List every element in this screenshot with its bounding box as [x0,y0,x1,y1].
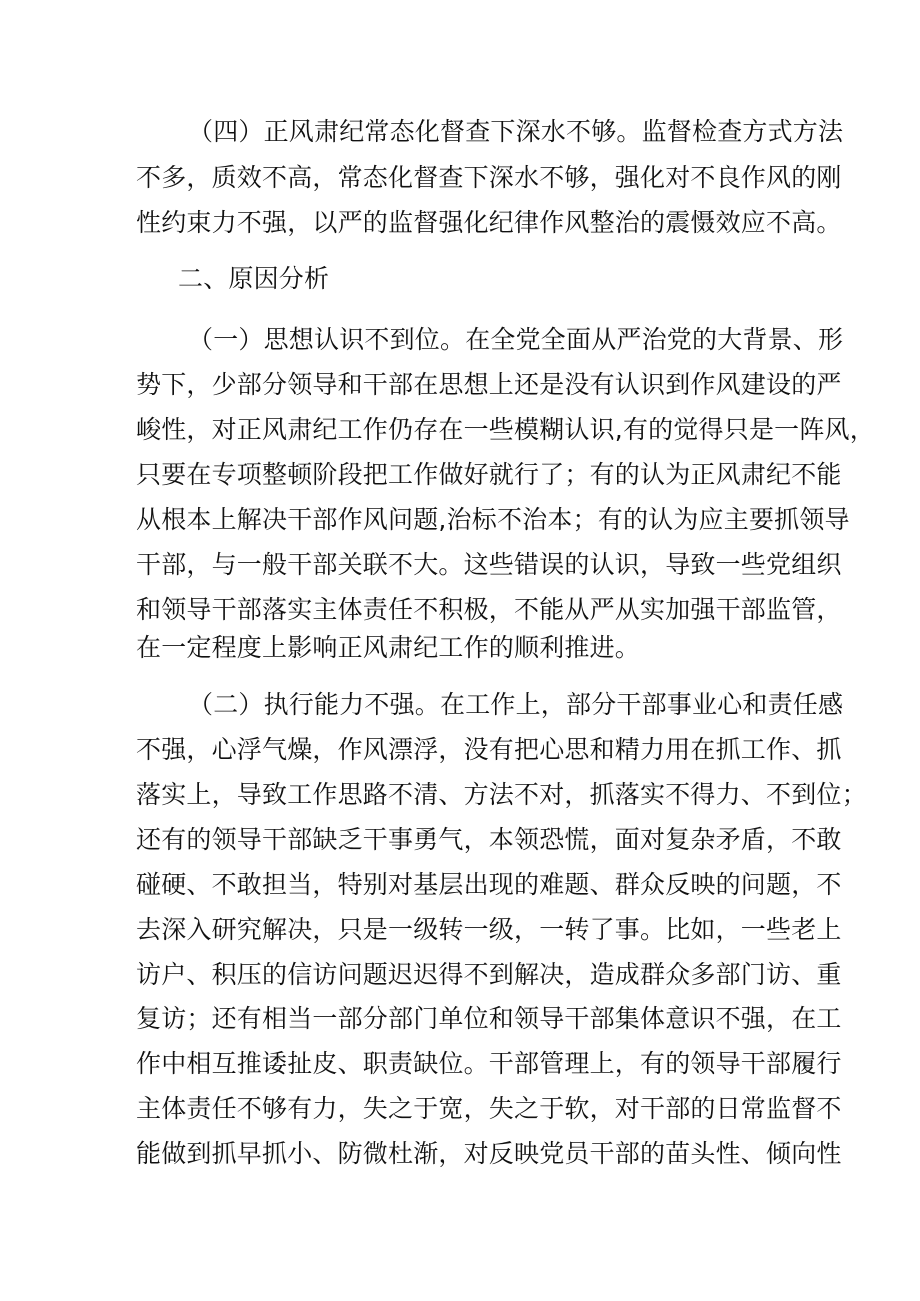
paragraph-2-line-11: 能做到抓早抓小、防微杜渐，对反映党员干部的苗头性、倾向性 [136,1139,842,1168]
paragraph-4-line-1: （四）正风肃纪常态化督查下深水不够。监督检查方式方法 [188,117,844,146]
paragraph-2-line-8: 复访；还有相当一部分部门单位和领导干部集体意识不强，在工 [136,1004,842,1033]
paragraph-2-line-6: 去深入研究解决，只是一级转一级，一转了事。比如，一些老上 [136,915,842,944]
paragraph-1-line-8: 在一定程度上影响正风肃纪工作的顺利推进。 [136,633,641,662]
section-heading-cause-analysis: 二、原因分析 [178,264,330,293]
paragraph-4-line-3: 性约束力不强，以严的监督强化纪律作风整治的震慑效应不高。 [136,208,842,237]
paragraph-1-line-1: （一）思想认识不到位。在全党全面从严治党的大背景、形 [188,325,844,354]
paragraph-1-line-2: 势下，少部分领导和干部在思想上还是没有认识到作风建设的严 [136,370,842,399]
paragraph-2-line-7: 访户、积压的信访问题迟迟得不到解决，造成群众多部门访、重 [136,960,842,989]
paragraph-2-line-1: （二）执行能力不强。在工作上，部分干部事业心和责任感 [188,690,844,719]
paragraph-1-line-6: 干部，与一般干部关联不大。这些错误的认识，导致一些党组织 [136,550,842,579]
paragraph-2-line-4: 还有的领导干部缺乏干事勇气，本领恐慌，面对复杂矛盾，不敢 [136,825,842,854]
paragraph-2-line-2: 不强，心浮气燥，作风漂浮，没有把心思和精力用在抓工作、抓 [136,735,842,764]
paragraph-1-line-4: 只要在专项整顿阶段把工作做好就行了；有的认为正风肃纪不能 [136,460,842,489]
paragraph-2-line-5: 碰硬、不敢担当，特别对基层出现的难题、群众反映的问题，不 [136,870,842,899]
paragraph-4-line-2: 不多，质效不高，常态化督查下深水不够，强化对不良作风的刚 [136,163,842,192]
paragraph-1-line-5: 从根本上解决干部作风问题,治标不治本；有的认为应主要抓领导 [136,505,850,534]
paragraph-2-line-10: 主体责任不够有力，失之于宽，失之于软，对干部的日常监督不 [136,1094,842,1123]
paragraph-1-line-3: 峻性，对正风肃纪工作仍存在一些模糊认识,有的觉得只是一阵风， [136,415,875,444]
paragraph-2-line-3: 落实上，导致工作思路不清、方法不对，抓落实不得力、不到位； [136,780,867,809]
paragraph-2-line-9: 作中相互推诿扯皮、职责缺位。干部管理上，有的领导干部履行 [136,1049,842,1078]
paragraph-1-line-7: 和领导干部落实主体责任不积极，不能从严从实加强干部监管， [136,595,842,624]
